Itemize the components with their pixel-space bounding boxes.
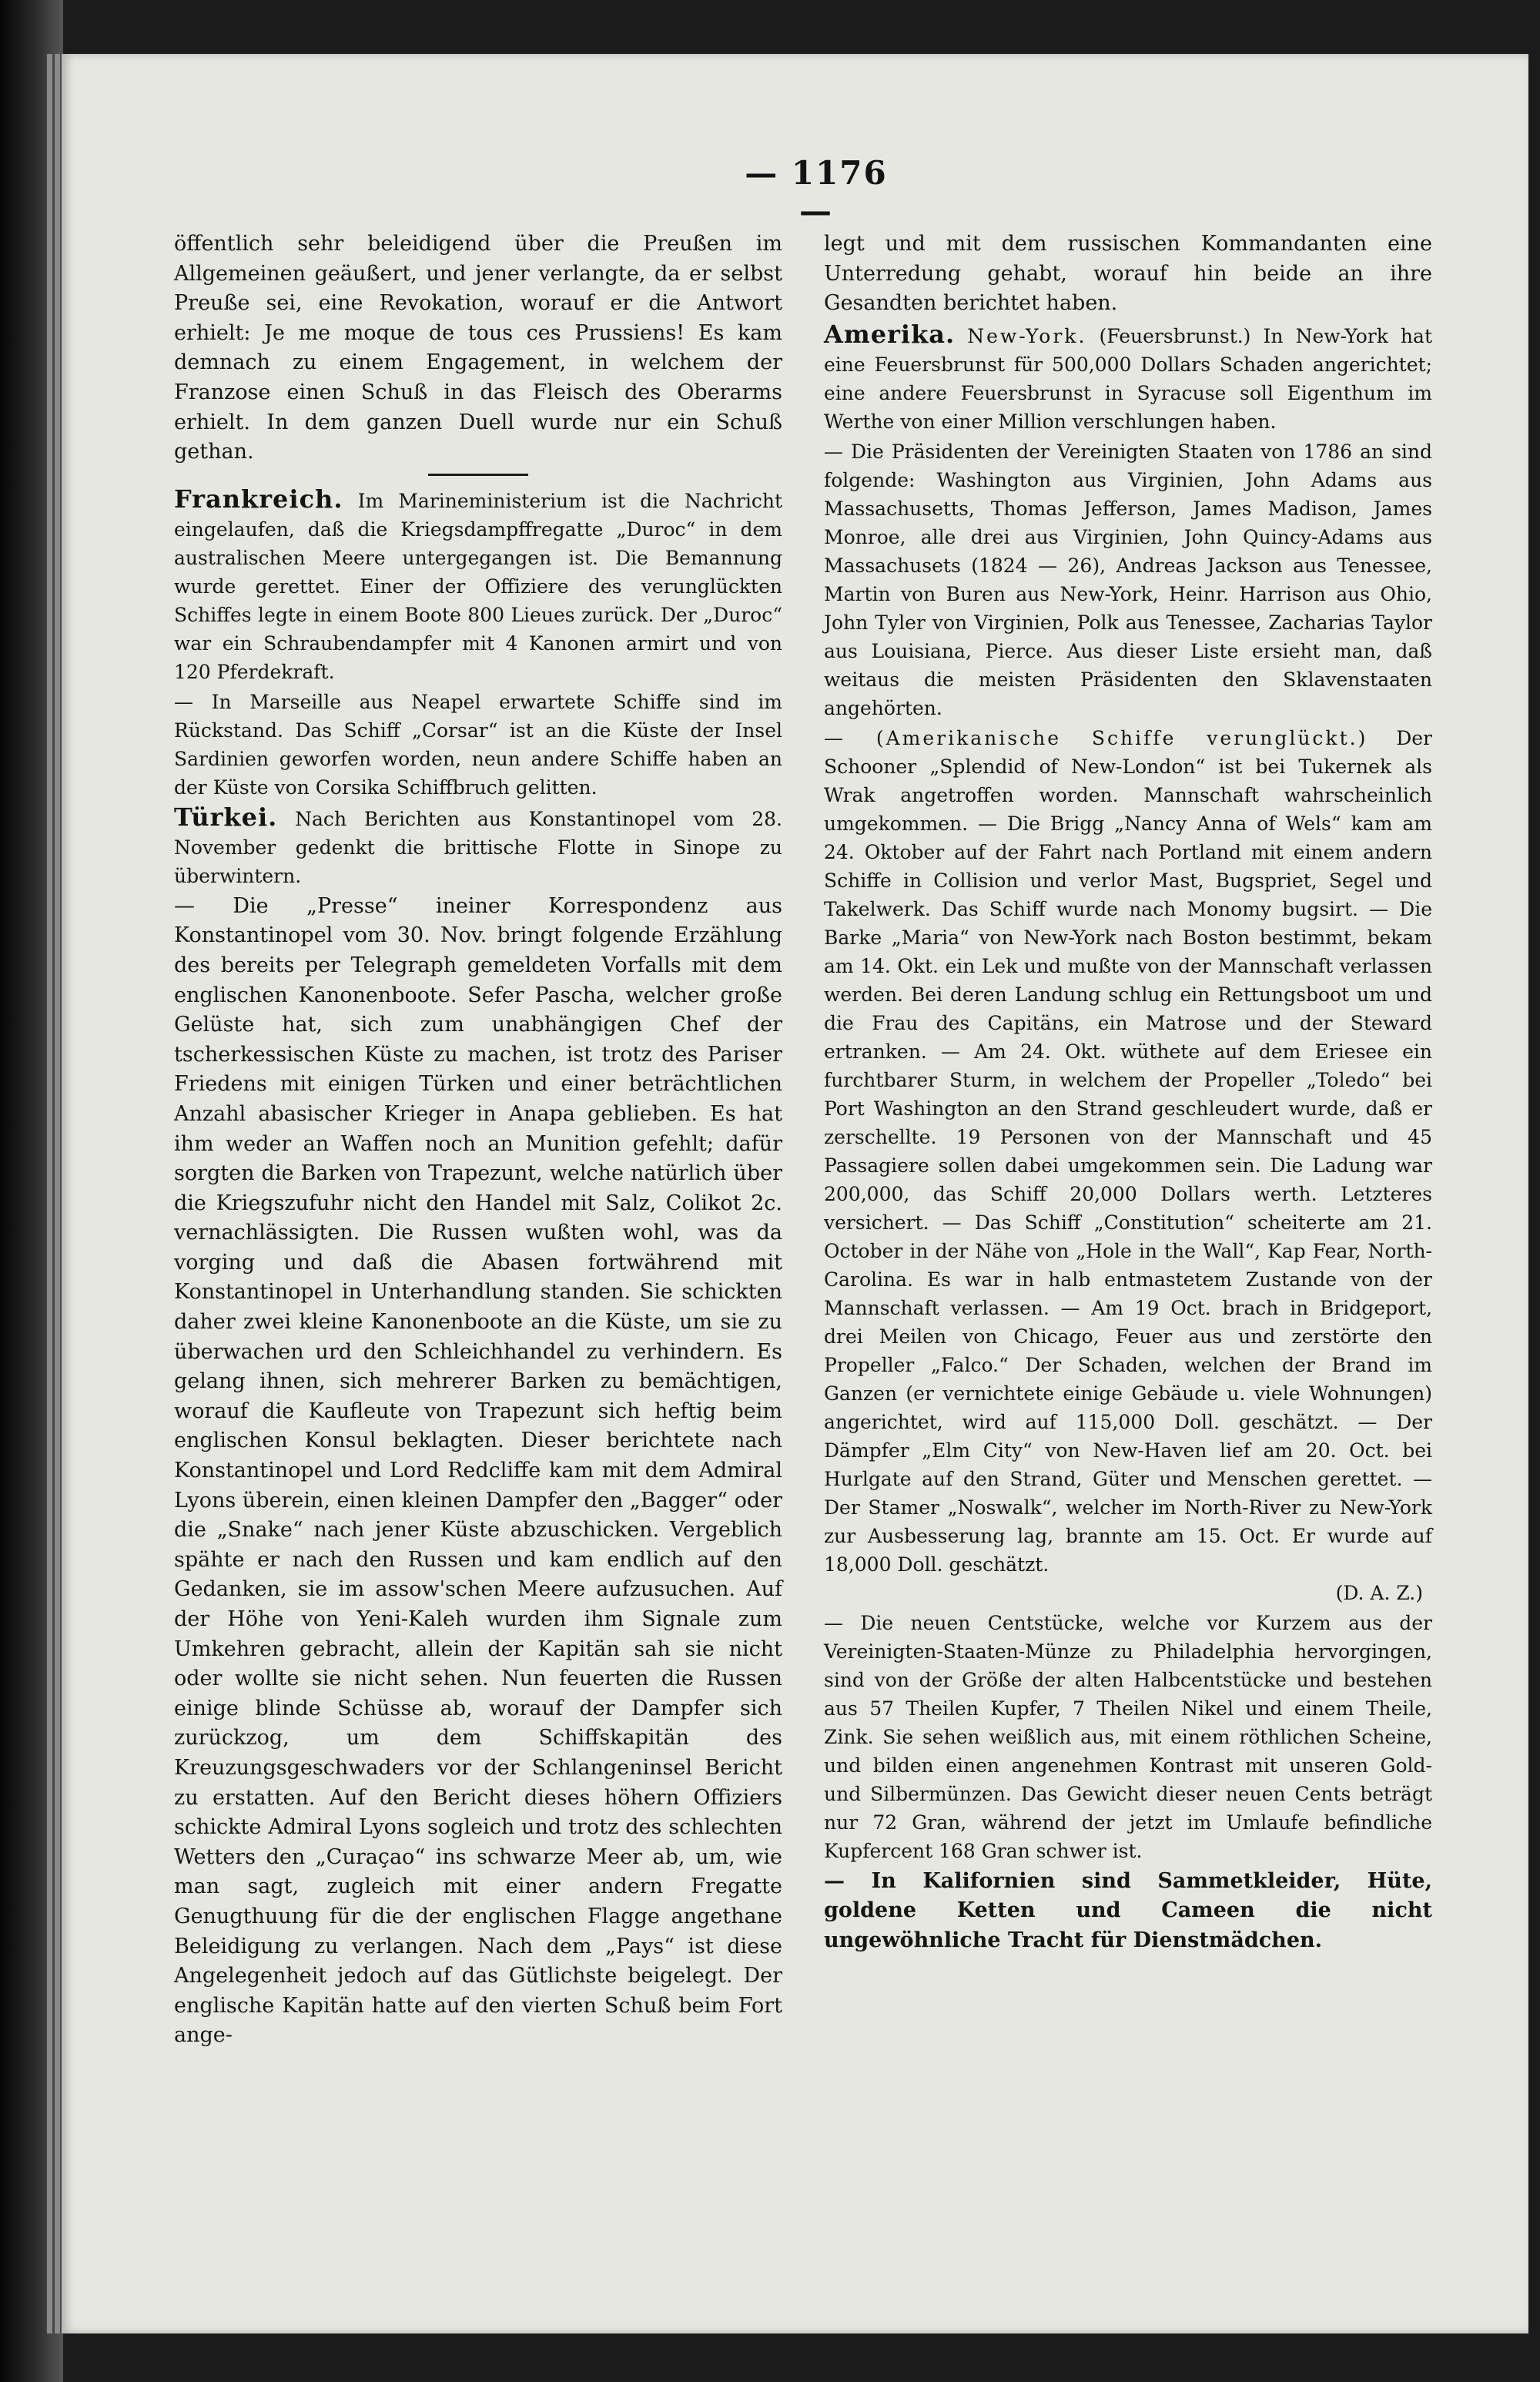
page-edge <box>46 54 53 2333</box>
paragraph-kalifornien: — In Kalifornien sind Sammetkleider, Hüte, goldene Ketten und Cameen die nicht ungewöhnliche Tracht für Dienstmädchen. <box>824 1868 1432 1952</box>
paragraph-duel-continuation: öffentlich sehr beleidigend über die Preußen im Allgemeinen geäußert, und jener verlangte, da er selbst Preuße sei, eine Revokation, worauf er die Antwort erhielt: Je me moque de tous ces Prussiens! Es kam demnach zu einem Engagement, in welchem der Franzose einen Schuß in das Fleisch des Oberarms erhielt. In dem ganzen Duell wurde nur ein Schuß gethan. <box>174 232 782 464</box>
subheading-schiffe: — (Amerikanische Schiffe verunglückt.) <box>824 726 1368 749</box>
section-divider <box>428 474 528 476</box>
paragraph-praesidenten: — Die Präsidenten der Vereinigten Staaten von 1786 an sind folgende: Washington aus Virginien, John Adams aus Massachusetts, Thomas Jefferson, James Madison, James Monroe, alle drei aus Virginien, John Quincy-Adams aus Massachusets (1824 — 26), Andreas Jackson aus Tenessee, Martin von Buren aus New-York, Heinr. Harrison aus Ohio, John Tyler von Virginien, Polk aus Tenessee, Zacharias Taylor aus Louisiana, Pierce. Aus dieser Liste ersieht man, daß weitaus die meisten Präsidenten den Sklavenstaaten angehörten. <box>824 440 1432 719</box>
paragraph-schiffe-verunglueckt <box>824 724 1432 1607</box>
dateline-new-york: New-York. <box>967 324 1087 347</box>
paragraph-tuerkei <box>174 803 782 890</box>
right-column <box>824 229 1432 1956</box>
left-column <box>174 229 782 2051</box>
paragraph-amerika <box>824 320 1432 436</box>
amerika-feuersbrunst-text: (Feuersbrunst.) In New-York hat eine Feuersbrunst für 500,000 Dollars Schaden angerichtet; eine andere Feuersbrunst in Syracuse soll Eigenthum im Werthe von einer Million verschlungen haben. <box>824 324 1432 433</box>
paragraph-continuation-right: legt und mit dem russischen Kommandanten eine Unterredung gehabt, worauf hin beide an ihre Gesandten berichtet haben. <box>824 232 1432 316</box>
paragraph-marseille: — In Marseille aus Neapel erwartete Schiffe sind im Rückstand. Das Schiff „Corsar“ ist an die Küste der Insel Sardinien geworfen worden, neun andere Schiffe haben an der Küste von Corsika Schiffbruch gelitten. <box>174 690 782 799</box>
source-signature: (D. A. Z.) <box>1335 1581 1423 1604</box>
paragraph-frankreich <box>174 485 782 686</box>
paragraph-presse-korrespondenz: — Die „Presse“ ineiner Korrespondenz aus Konstantinopel vom 30. Nov. bringt folgende Erzählung des bereits per Telegraph gemeldeten Vorfalls mit dem englischen Kanonenboote. Sefer Pascha, welcher große Gelüste hat, sich zum unabhängigen Chef der tscherkessischen Küste zu machen, ist trotz des Pariser Friedens mit einigen Türken und einer beträchtlichen Anzahl abasischer Krieger in Anapa geblieben. Es hat ihm weder an Waffen noch an Munition gefehlt; dafür sorgten die Barken von Trapezunt, welche natürlich über die Kriegszufuhr nicht den Handel mit Salz, Colikot 2c. vernachlässigten. Die Russen wußten wohl, was da vorging und daß die Abasen fortwährend mit Konstantinopel in Unterhandlung standen. Sie schickten daher zwei kleine Kanonenboote an die Küste, um sie zu überwachen urd den Schleichhandel zu verhindern. Es gelang ihnen, sich mehrerer Barken zu bemächtigen, worauf die Kaufleute von Trapezunt sich heftig beim englischen Konsul beklagten. Dieser berichtete nach Konstantinopel und Lord Redcliffe kam mit dem Admiral Lyons überein, einen kleinen Dampfer den „Bagger“ oder die „Snake“ nach jener Küste abzuschicken. Vergeblich spähte er nach den Russen und kam endlich auf den Gedanken, sie im assow'schen Meere aufzusuchen. Auf der Höhe von Yeni-Kaleh wurden ihm Signale zum Umkehren gebracht, allein der Kapitän sah sie nicht oder wollte sie nicht sehen. Nun feuerten die Russen einige blinde Schüsse ab, worauf der Dampfer sich zurückzog, um dem Schiffskapitän des Kreuzungsgeschwaders vor der Schlangeninsel Bericht zu erstatten. Auf den Bericht dieses höhern Offiziers schickte Admiral Lyons sogleich und trotz des schlechten Wetters den „Curaçao“ ins schwarze Meer ab, um, wie man sagt, zugleich mit einer andern Fregatte Genugthuung für die der englischen Flagge angethane Beleidigung zu verlangen. Nach dem „Pays“ ist diese Angelegenheit jedoch auf das Gütlichste beigelegt. Der englische Kapitän hatte auf den vierten Schuß beim Fort ange- <box>174 893 782 2048</box>
heading-frankreich: Frankreich. <box>174 484 343 514</box>
tuerkei-text: Nach Berichten aus Konstantinopel vom 28. November gedenkt die brittische Flotte in Sinope zu überwintern. <box>174 807 782 887</box>
paragraph-centstuecke: — Die neuen Centstücke, welche vor Kurzem aus der Vereinigten-Staaten-Münze zu Philadelphia hervorgingen, sind von der Größe der alten Halbcentstücke und bestehen aus 57 Theilen Kupfer, 7 Theilen Nikel und einem Theile, Zink. Sie sehen weißlich aus, mit einem röthlichen Scheine, und bilden einen angenehmen Kontrast mit unseren Gold- und Silbermünzen. Das Gewicht dieser neuen Cents beträgt nur 72 Gran, während der jetzt im Umlaufe befindliche Kupfercent 168 Gran schwer ist. <box>824 1611 1432 1862</box>
heading-tuerkei: Türkei. <box>174 802 278 832</box>
schiffe-text: Der Schooner „Splendid of New-London“ ist bei Tukernek als Wrak angetroffen worden. Mannschaft wahrscheinlich umgekommen. — Die Brigg „Nancy Anna of Wels“ kam am 24. Oktober auf der Fahrt nach Portland mit einem andern Schiffe in Collision und verlor Mast, Bugspriet, Segel und Takelwerk. Das Schiff wurde nach Monomy bugsirt. — Die Barke „Maria“ von New-York nach Boston bestimmt, bekam am 14. Okt. ein Lek und mußte von der Mannschaft verlassen werden. Bei deren Landung schlug ein Rettungsboot um und die Frau des Capitäns, ein Matrose und der Steward ertranken. — Am 24. Okt. wüthete auf dem Eriesee ein furchtbarer Sturm, in welchem der Propeller „Toledo“ bei Port Washington an den Strand geschleudert wurde, daß er zerschellte. 19 Personen von der Mannschaft und 45 Passagiere sollen dabei umgekommen sein. Die Ladung war 200,000, das Schiff 20,000 Dollars werth. Letzteres versichert. — Das Schiff „Constitution“ scheiterte am 21. October in der Nähe von „Hole in the Wall“, Kap Fear, North-Carolina. Es war in halb entmastetem Zustande von der Mannschaft verlassen. — Am 19 Oct. brach in Bridgeport, drei Meilen von Chicago, Feuer aus und zerstörte den Propeller „Falco.“ Der Schaden, welchen der Brand im Ganzen (er vernichtete einige Gebäude u. viele Wohnungen) angerichtet, wird auf 115,000 Doll. geschätzt. — Der Dämpfer „Elm City“ von New-Haven lief am 20. Oct. bei Hurlgate auf den Strand, Güter und Menschen gerettet. — Der Stamer „Noswalk“, welcher im North-River zu New-York zur Ausbesserung lag, brannte am 15. Oct. Er wurde auf 18,000 Doll. geschätzt. <box>824 726 1432 1576</box>
frankreich-text: Im Marineministerium ist die Nachricht eingelaufen, daß die Kriegsdampffregatte „Duroc“ in dem australischen Meere untergegangen ist. Die Bemannung wurde gerettet. Einer der Offiziere des verunglückten Schiffes legte in einem Boote 800 Lieues zurück. Der „Duroc“ war ein Schraubendampfer mit 4 Kanonen armirt und von 120 Pferdekraft. <box>174 489 782 683</box>
heading-amerika: Amerika. <box>824 319 956 349</box>
page-edge <box>54 54 61 2333</box>
page-number: — 1176 — <box>745 154 888 229</box>
